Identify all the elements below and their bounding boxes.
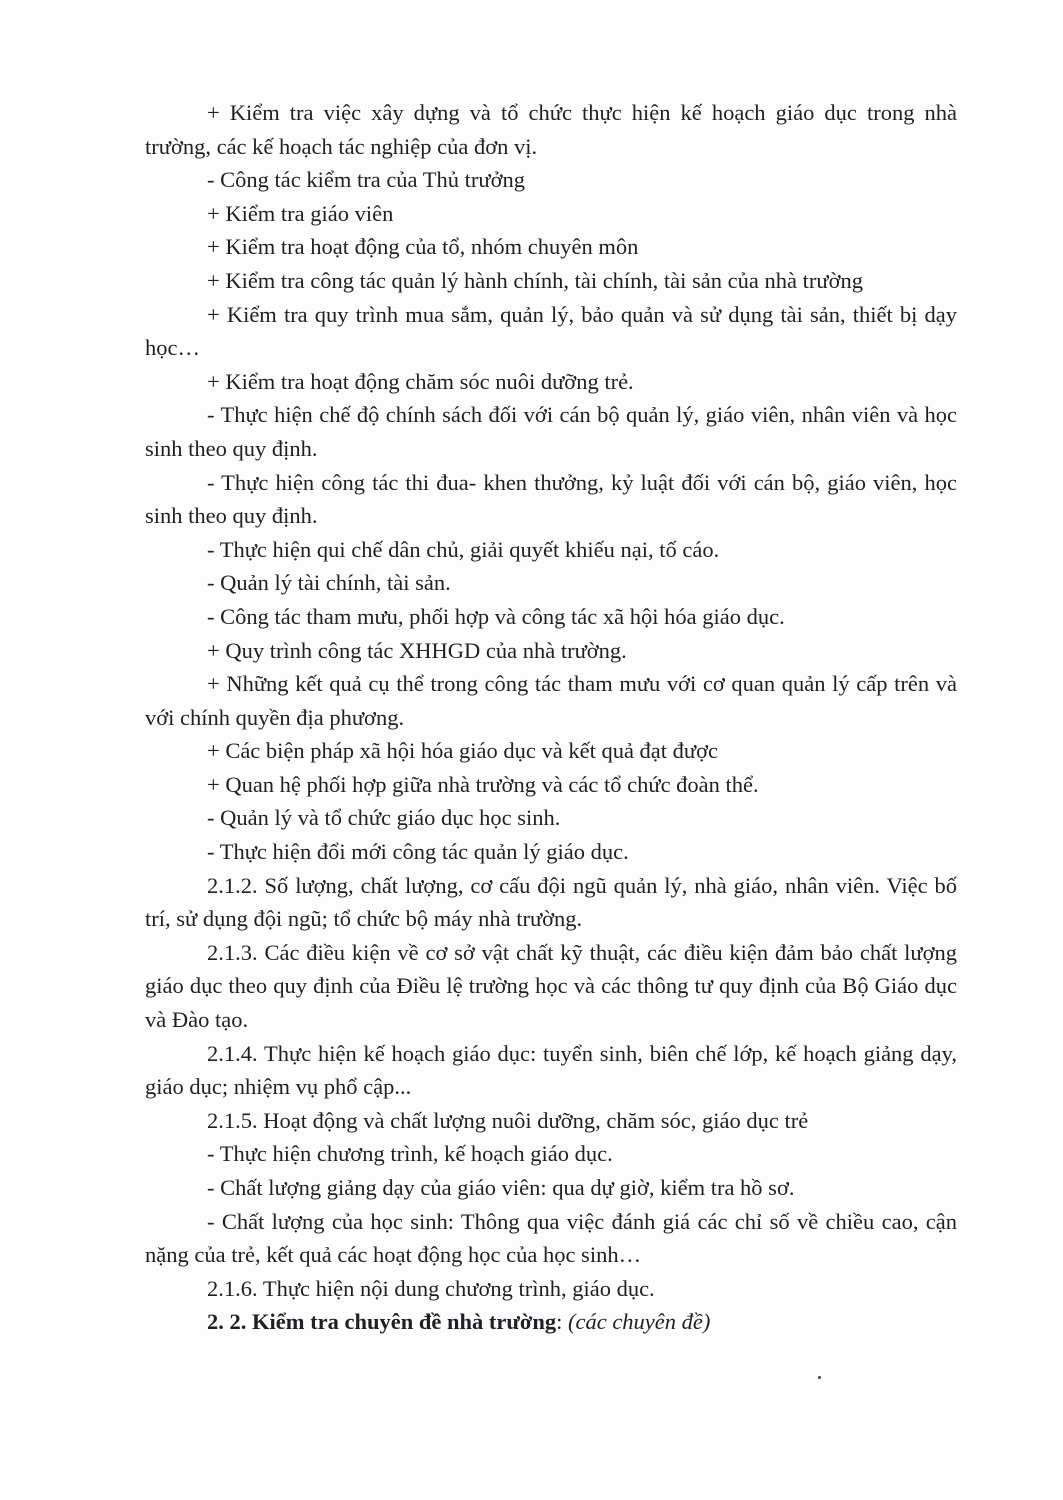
paragraph: + Những kết quả cụ thể trong công tác tham mưu với cơ quan quản lý cấp trên và với chính quyền địa phương.: [145, 671, 957, 730]
paragraph: 2.1.3. Các điều kiện về cơ sở vật chất kỹ thuật, các điều kiện đảm bảo chất lượng giáo dục theo quy định của Điều lệ trường học và các thông tư quy định của Bộ Giáo dục và Đào tạo.: [145, 939, 957, 1033]
section-heading-title: 2. 2. Kiểm tra chuyên đề nhà trường: [207, 1309, 557, 1335]
paragraph: - Chất lượng của học sinh: Thông qua việc đánh giá các chỉ số về chiều cao, cận nặng của trẻ, kết quả các hoạt động học của học sinh…: [145, 1208, 957, 1268]
paragraph: - Thực hiện chương trình, kế hoạch giáo dục.: [207, 1141, 613, 1167]
section-heading-note: (các chuyên đề): [567, 1309, 711, 1335]
paragraph: + Quy trình công tác XHHGD của nhà trường.: [207, 637, 627, 663]
paragraph: 2.1.5. Hoạt động và chất lượng nuôi dưỡng, chăm sóc, giáo dục trẻ: [207, 1107, 809, 1133]
paragraph: + Kiểm tra giáo viên: [207, 200, 394, 226]
paragraph: + Kiểm tra quy trình mua sắm, quản lý, bảo quản và sử dụng tài sản, thiết bị dạy học…: [145, 301, 957, 361]
paragraph: - Chất lượng giảng dạy của giáo viên: qua dự giờ, kiểm tra hồ sơ.: [207, 1175, 795, 1200]
paragraph: 2.1.4. Thực hiện kế hoạch giáo dục: tuyển sinh, biên chế lớp, kế hoạch giảng dạy, giáo dục; nhiệm vụ phổ cập...: [145, 1040, 957, 1100]
paragraph: - Thực hiện chế độ chính sách đối với cán bộ quản lý, giáo viên, nhân viên và học sinh theo quy định.: [145, 402, 957, 461]
scan-speck: [818, 1376, 821, 1379]
paragraph: + Kiểm tra hoạt động của tổ, nhóm chuyên môn: [207, 234, 639, 260]
paragraph: 2.1.6. Thực hiện nội dung chương trình, giáo dục.: [207, 1275, 655, 1301]
paragraph: - Thực hiện qui chế dân chủ, giải quyết khiếu nại, tố cáo.: [207, 536, 720, 562]
section-heading: [145, 1305, 957, 1339]
paragraph: + Các biện pháp xã hội hóa giáo dục và kết quả đạt được: [207, 738, 718, 764]
paragraph: - Thực hiện đổi mới công tác quản lý giáo dục.: [207, 839, 629, 865]
document-body: [145, 96, 957, 1339]
paragraph: - Quản lý tài chính, tài sản.: [207, 570, 451, 596]
paragraph: + Kiểm tra công tác quản lý hành chính, tài chính, tài sản của nhà trường: [207, 267, 863, 293]
paragraph: - Công tác tham mưu, phối hợp và công tác xã hội hóa giáo dục.: [207, 603, 785, 629]
paragraph: 2.1.2. Số lượng, chất lượng, cơ cấu đội ngũ quản lý, nhà giáo, nhân viên. Việc bố trí, sử dụng đội ngũ; tổ chức bộ máy nhà trường.: [145, 872, 957, 932]
paragraph: + Quan hệ phối hợp giữa nhà trường và các tổ chức đoàn thể.: [207, 771, 759, 797]
paragraph: - Quản lý và tổ chức giáo dục học sinh.: [207, 805, 561, 831]
section-heading-colon: :: [556, 1309, 568, 1335]
paragraph: - Thực hiện công tác thi đua- khen thưởng, kỷ luật đối với cán bộ, giáo viên, học sinh theo quy định.: [145, 469, 957, 529]
paragraph: + Kiểm tra hoạt động chăm sóc nuôi dưỡng trẻ.: [207, 368, 634, 394]
paragraph: - Công tác kiểm tra của Thủ trưởng: [207, 167, 525, 193]
paragraph: + Kiểm tra việc xây dựng và tổ chức thực hiện kế hoạch giáo dục trong nhà trường, các kế hoạch tác nghiệp của đơn vị.: [145, 100, 957, 159]
